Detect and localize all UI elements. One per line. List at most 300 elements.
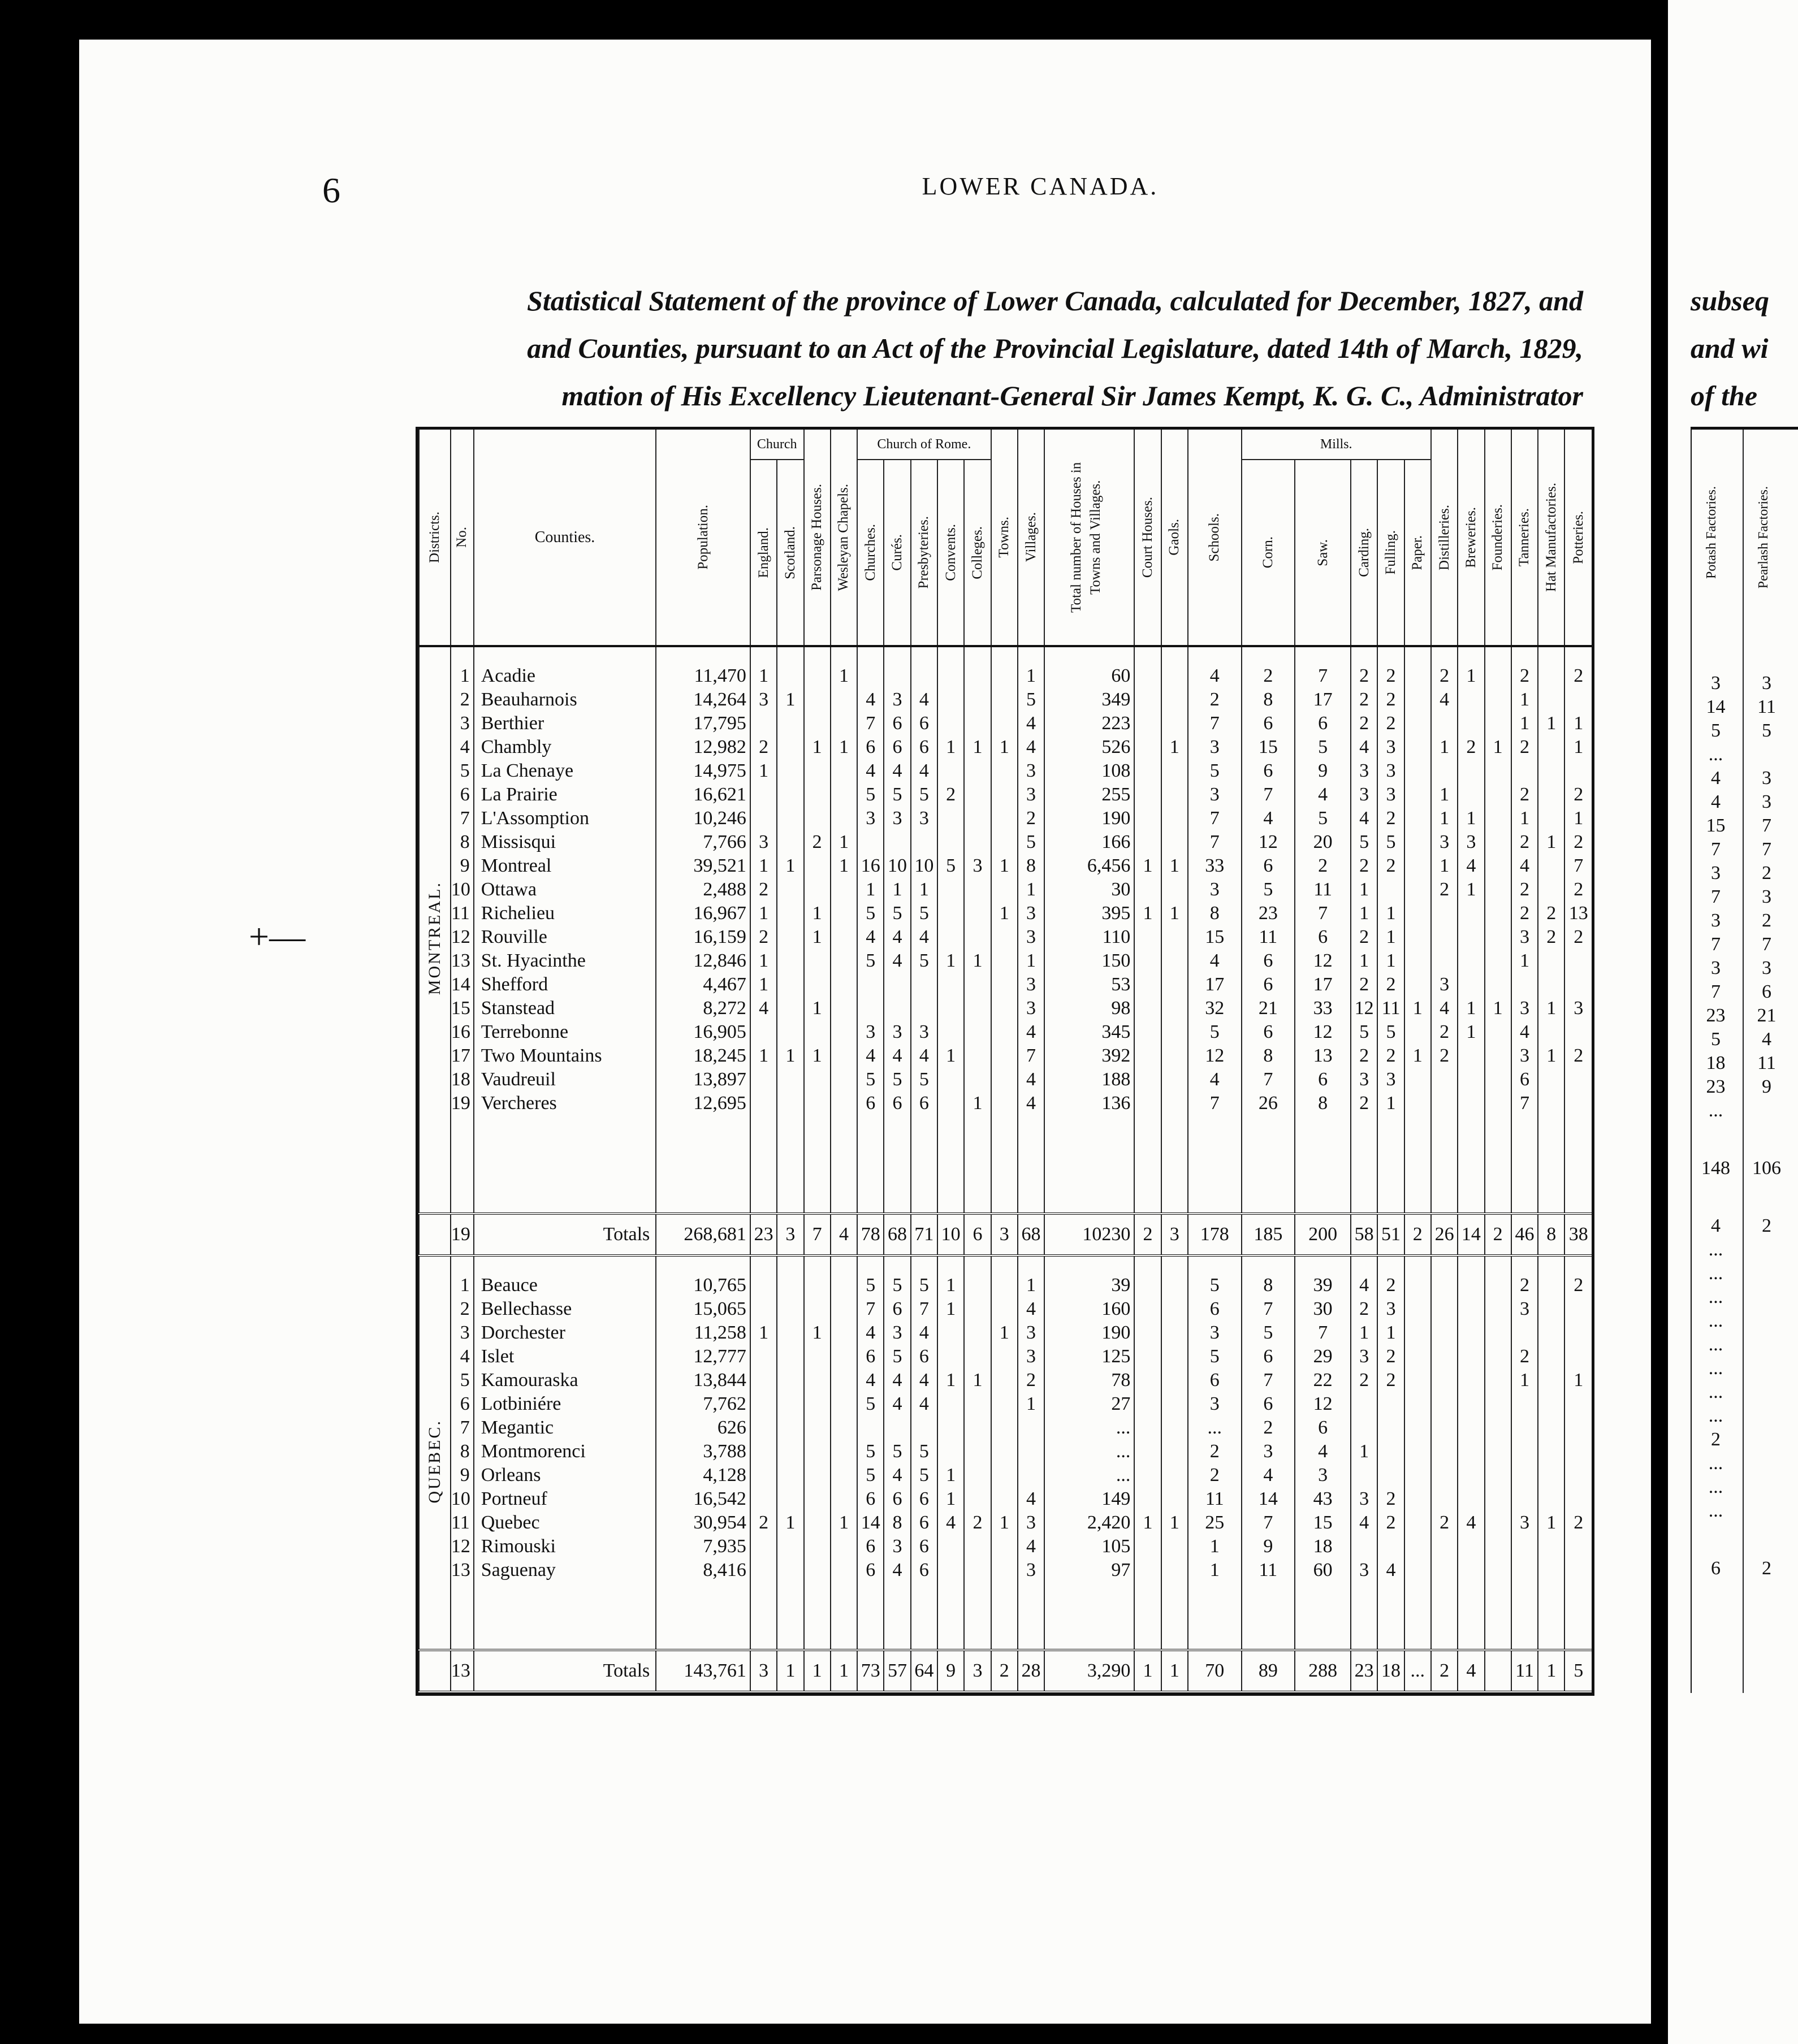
table-row-value bbox=[965, 878, 990, 902]
table-row-value: 2 bbox=[1386, 713, 1396, 734]
table-row-value: 17 bbox=[1313, 689, 1333, 710]
table-row-value: 1 bbox=[1466, 808, 1476, 829]
table-column-cell bbox=[1018, 1274, 1044, 1650]
totals-cell: 2 bbox=[1134, 1214, 1161, 1255]
table-row-value bbox=[1512, 1416, 1537, 1440]
totals-cell: 18 bbox=[1377, 1650, 1404, 1692]
table-row-value: 3 bbox=[759, 689, 769, 710]
side-table-value: 2 bbox=[1762, 1215, 1771, 1236]
table-row-value: 2 bbox=[1386, 665, 1396, 686]
table-row-value bbox=[1432, 925, 1457, 949]
table-column-cell bbox=[656, 664, 750, 1214]
table-row-value: ... bbox=[1116, 1465, 1131, 1486]
table-row-value bbox=[938, 1321, 963, 1345]
table-row-value bbox=[1162, 1020, 1187, 1044]
side-table-value: 23 bbox=[1706, 1005, 1726, 1026]
table-row-value bbox=[805, 949, 830, 973]
table-row-value: 15 bbox=[451, 998, 470, 1019]
table-row-value: 5 bbox=[1386, 832, 1396, 852]
table-row-value bbox=[831, 783, 857, 807]
header-districts: Districts. bbox=[419, 430, 451, 646]
header-potteries: Potteries. bbox=[1564, 430, 1592, 646]
table-row-value bbox=[751, 1345, 776, 1369]
side-title-line: and wi bbox=[1691, 332, 1769, 364]
table-row-value: 11 bbox=[1259, 926, 1278, 947]
table-row-value: 2 bbox=[1519, 1346, 1529, 1367]
table-row-value bbox=[1538, 1345, 1564, 1369]
side-table-value: ... bbox=[1708, 1239, 1723, 1260]
totals-cell: 64 bbox=[911, 1650, 937, 1692]
side-table-value: ... bbox=[1708, 744, 1723, 765]
table-column-cell bbox=[451, 664, 474, 1214]
table-row-value: 1 bbox=[999, 855, 1009, 876]
table-column-cell bbox=[1188, 1274, 1242, 1650]
table-row-value: 6 bbox=[919, 713, 929, 734]
table-row-value: 1 bbox=[1519, 950, 1529, 971]
table-row-value bbox=[831, 807, 857, 830]
table-row-value: 2 bbox=[1386, 1512, 1396, 1534]
table-row-value bbox=[1135, 1463, 1160, 1487]
table-row-value: 1 bbox=[973, 950, 983, 971]
side-table-value: 6 bbox=[1762, 981, 1771, 1002]
statement-title bbox=[407, 277, 1583, 419]
table-row-value: 14 bbox=[451, 974, 470, 995]
table-row-value: Chambly bbox=[481, 737, 552, 757]
table-row-value bbox=[992, 712, 1017, 735]
table-row-value bbox=[831, 878, 857, 902]
table-row-value: 16 bbox=[451, 1021, 470, 1042]
table-row-value bbox=[965, 1392, 990, 1416]
table-row-value bbox=[777, 1440, 803, 1463]
header-churches: Churches. bbox=[857, 460, 884, 646]
table-row-value bbox=[1135, 878, 1160, 902]
table-row-value bbox=[805, 1558, 830, 1582]
table-row-value bbox=[1405, 854, 1430, 878]
table-row-value bbox=[1162, 973, 1187, 997]
table-column-cell bbox=[451, 1274, 474, 1650]
table-row-value: 1 bbox=[1412, 1045, 1423, 1066]
table-row-value: 5 bbox=[919, 1275, 929, 1296]
table-row-value bbox=[1405, 807, 1430, 830]
totals-cell: 3 bbox=[964, 1650, 991, 1692]
table-row-value bbox=[777, 1321, 803, 1345]
table-row-value: 6 bbox=[919, 1093, 929, 1114]
table-row-value: 7 bbox=[1574, 855, 1584, 876]
table-row-value: 188 bbox=[1101, 1069, 1131, 1090]
table-row-value: 149 bbox=[1101, 1488, 1131, 1510]
table-row-value: Berthier bbox=[481, 713, 544, 734]
table-row-value bbox=[831, 925, 857, 949]
table-row-value bbox=[1485, 1487, 1511, 1511]
table-row-value bbox=[1162, 1297, 1187, 1321]
table-row-value: 5 bbox=[866, 950, 876, 971]
table-row-value bbox=[751, 1416, 776, 1440]
table-row-value: 3 bbox=[1026, 760, 1036, 781]
table-row-value bbox=[1565, 759, 1592, 783]
table-row-value bbox=[1432, 949, 1457, 973]
table-row-value: 5 bbox=[866, 1069, 876, 1090]
table-row-value bbox=[1458, 1416, 1484, 1440]
table-row-value: 4 bbox=[1440, 998, 1450, 1019]
table-row-value bbox=[1485, 854, 1511, 878]
table-row-value bbox=[1538, 1440, 1564, 1463]
table-row-value bbox=[1432, 1416, 1457, 1440]
table-row-value: 9 bbox=[460, 855, 470, 876]
table-row-value: 13 bbox=[1568, 903, 1588, 924]
table-row-value bbox=[777, 1297, 803, 1321]
table-row-value: 4 bbox=[866, 1045, 876, 1066]
table-row-value bbox=[1458, 1092, 1484, 1115]
table-row-value: 2 bbox=[1209, 689, 1220, 710]
table-row-value bbox=[992, 1463, 1017, 1487]
table-row-value bbox=[831, 1020, 857, 1044]
table-row-value: St. Hyacinthe bbox=[481, 950, 586, 971]
table-row-value bbox=[777, 997, 803, 1020]
table-row-value bbox=[911, 1416, 937, 1440]
table-row-value: 5 bbox=[1026, 832, 1036, 852]
side-table-value: 9 bbox=[1762, 1076, 1771, 1097]
table-row-value: 2 bbox=[1318, 855, 1328, 876]
table-row-value bbox=[858, 830, 883, 854]
table-row-value bbox=[831, 1092, 857, 1115]
side-table-value: 3 bbox=[1711, 910, 1721, 931]
table-row-value bbox=[911, 830, 937, 854]
table-column-cell bbox=[1161, 664, 1188, 1214]
table-row-value: 1 bbox=[812, 998, 822, 1019]
table-row-value bbox=[777, 902, 803, 925]
table-row-value: 2 bbox=[1519, 1275, 1529, 1296]
table-row-value bbox=[992, 878, 1017, 902]
table-row-value bbox=[1538, 1416, 1564, 1440]
table-row-value: 1 bbox=[999, 737, 1009, 757]
table-row-value bbox=[1162, 1535, 1187, 1558]
table-row-value: 1 bbox=[759, 1322, 769, 1344]
table-row-value: 1 bbox=[946, 950, 956, 971]
table-row-value bbox=[1405, 1511, 1430, 1535]
table-row-value: 6 bbox=[1318, 1417, 1328, 1439]
table-row-value: 3 bbox=[1386, 1069, 1396, 1090]
table-row-value bbox=[1485, 783, 1511, 807]
table-row-value bbox=[1538, 759, 1564, 783]
table-row-value bbox=[1135, 1068, 1160, 1092]
side-table-value: 106 bbox=[1752, 1158, 1781, 1179]
table-row-value: 7 bbox=[1318, 1322, 1328, 1344]
table-row-value bbox=[1485, 1463, 1511, 1487]
totals-cell: 200 bbox=[1295, 1214, 1351, 1255]
table-row-value bbox=[938, 1416, 963, 1440]
table-row-value bbox=[831, 1321, 857, 1345]
table-row-value: 4 bbox=[866, 1322, 876, 1344]
table-row-value: 1 bbox=[1493, 737, 1503, 757]
table-row-value bbox=[1405, 1345, 1430, 1369]
table-row-value bbox=[1405, 1092, 1430, 1115]
table-row-value: 10 bbox=[451, 1488, 470, 1510]
table-row-value bbox=[831, 1440, 857, 1463]
table-row-value bbox=[1565, 1487, 1592, 1511]
table-row-value: 1 bbox=[999, 1322, 1009, 1344]
table-row-value: 11 bbox=[451, 903, 470, 924]
table-row-value bbox=[1538, 1274, 1564, 1297]
table-row-value bbox=[1458, 783, 1484, 807]
table-column-cell bbox=[474, 1274, 656, 1650]
table-row-value: 53 bbox=[1111, 974, 1131, 995]
table-row-value: 2 bbox=[812, 832, 822, 852]
table-row-value: 17 bbox=[1205, 974, 1225, 995]
table-column-cell bbox=[1458, 664, 1484, 1214]
table-row-value bbox=[1565, 1092, 1592, 1115]
table-row-value: 16 bbox=[861, 855, 880, 876]
side-table-value: ... bbox=[1708, 1334, 1723, 1355]
totals-cell: ... bbox=[1404, 1650, 1431, 1692]
side-table-value: ... bbox=[1708, 1453, 1723, 1474]
table-row-value bbox=[805, 688, 830, 712]
table-row-value bbox=[1135, 1044, 1160, 1068]
table-row-value: 4 bbox=[1026, 1298, 1036, 1320]
table-row-value: Quebec bbox=[481, 1512, 540, 1534]
totals-cell: 68 bbox=[1018, 1214, 1044, 1255]
table-row-value: 5 bbox=[866, 1441, 876, 1462]
table-row-value: 1 bbox=[1519, 689, 1529, 710]
table-row-value: 5 bbox=[1386, 1021, 1396, 1042]
table-row-value: 1 bbox=[812, 737, 822, 757]
table-row-value: ... bbox=[1116, 1441, 1131, 1462]
table-row-value bbox=[965, 1463, 990, 1487]
table-row-value bbox=[805, 1020, 830, 1044]
table-row-value: 2 bbox=[1519, 665, 1529, 686]
totals-cell: 46 bbox=[1511, 1214, 1538, 1255]
table-row-value bbox=[938, 1068, 963, 1092]
table-column-cell bbox=[1161, 1274, 1188, 1650]
table-row-value bbox=[831, 902, 857, 925]
table-row-value: Beauce bbox=[481, 1275, 538, 1296]
table-row-value: 5 bbox=[919, 1441, 929, 1462]
table-row-value bbox=[751, 1274, 776, 1297]
table-row-value: 5 bbox=[919, 1465, 929, 1486]
table-row-value: 7 bbox=[1209, 808, 1220, 829]
table-row-value: 1 bbox=[759, 974, 769, 995]
table-row-value: 2 bbox=[1466, 737, 1476, 757]
table-row-value bbox=[1162, 1274, 1187, 1297]
header-founderies: Founderies. bbox=[1485, 430, 1511, 646]
header-tanneries: Tanneries. bbox=[1511, 430, 1538, 646]
table-row-value bbox=[777, 735, 803, 759]
table-row-value: 8 bbox=[1026, 855, 1036, 876]
table-row-value: 16,905 bbox=[693, 1021, 746, 1042]
table-row-value: 150 bbox=[1101, 950, 1131, 971]
table-column-cell bbox=[1404, 1274, 1431, 1650]
table-row-value bbox=[1432, 1535, 1457, 1558]
table-row-value bbox=[831, 1068, 857, 1092]
table-row-value bbox=[1538, 1297, 1564, 1321]
table-row-value: 2 bbox=[1359, 1370, 1369, 1391]
side-table-value: 11 bbox=[1757, 1053, 1776, 1073]
table-row-value bbox=[777, 1392, 803, 1416]
table-row-value: 32 bbox=[1205, 998, 1225, 1019]
table-row-value: 5 bbox=[866, 1465, 876, 1486]
table-row-value: 5 bbox=[866, 1275, 876, 1296]
table-column-cell bbox=[991, 1274, 1018, 1650]
table-row-value: 1 bbox=[1466, 998, 1476, 1019]
table-column-cell bbox=[777, 664, 803, 1214]
table-row-value: 7 bbox=[1318, 665, 1328, 686]
table-row-value bbox=[1458, 902, 1484, 925]
table-row-value: 1 bbox=[1143, 855, 1153, 876]
table-column-cell bbox=[911, 664, 937, 1214]
table-row-value: 10 bbox=[451, 879, 470, 900]
table-row-value: 6 bbox=[866, 1560, 876, 1581]
table-row-value: 4 bbox=[892, 760, 902, 781]
table-row-value: 12 bbox=[1205, 1045, 1225, 1066]
side-table-value: 2 bbox=[1762, 910, 1771, 931]
table-row-value bbox=[805, 854, 830, 878]
table-row-value bbox=[965, 973, 990, 997]
table-row-value: 6 bbox=[1263, 1346, 1273, 1367]
totals-cell: Totals bbox=[474, 1650, 656, 1692]
table-row-value bbox=[992, 830, 1017, 854]
table-row-value bbox=[1458, 973, 1484, 997]
table-row-value: 16,621 bbox=[693, 784, 746, 805]
table-row-value: Vaudreuil bbox=[481, 1069, 556, 1090]
table-row-value: 1 bbox=[1574, 737, 1584, 757]
table-row-value: 255 bbox=[1101, 784, 1131, 805]
table-row-value bbox=[992, 664, 1017, 688]
table-row-value: 1 bbox=[1386, 1322, 1396, 1344]
totals-cell: 1 bbox=[831, 1650, 857, 1692]
table-row-value: 2 bbox=[1574, 832, 1584, 852]
table-row-value bbox=[1162, 997, 1187, 1020]
table-row-value: 1 bbox=[812, 1322, 822, 1344]
table-row-value: 7 bbox=[866, 713, 876, 734]
table-row-value bbox=[1351, 1416, 1377, 1440]
table-row-value bbox=[992, 1558, 1017, 1582]
table-row-value: 349 bbox=[1101, 689, 1131, 710]
table-row-value bbox=[1135, 1297, 1160, 1321]
table-row-value bbox=[751, 783, 776, 807]
table-row-value: 4,467 bbox=[703, 974, 746, 995]
table-row-value: 6,456 bbox=[1087, 855, 1131, 876]
table-row-value bbox=[1538, 1321, 1564, 1345]
table-row-value bbox=[965, 759, 990, 783]
table-row-value: 2 bbox=[759, 926, 769, 947]
table-row-value: 1 bbox=[1386, 1093, 1396, 1114]
table-row-value bbox=[938, 925, 963, 949]
table-row-value bbox=[965, 902, 990, 925]
table-row-value: 7 bbox=[1263, 1298, 1273, 1320]
table-row-value: 15 bbox=[1205, 926, 1225, 947]
table-row-value: 18 bbox=[1313, 1536, 1333, 1557]
table-row-value: 11 bbox=[1313, 879, 1332, 900]
table-row-value bbox=[1135, 807, 1160, 830]
table-row-value: 6 bbox=[892, 1298, 902, 1320]
table-row-value bbox=[1018, 1440, 1044, 1463]
table-row-value bbox=[1135, 830, 1160, 854]
table-column-cell bbox=[991, 664, 1018, 1214]
table-row-value: 1 bbox=[785, 855, 796, 876]
table-row-value bbox=[805, 1369, 830, 1392]
table-row-value: 4 bbox=[866, 1370, 876, 1391]
table-row-value bbox=[1538, 688, 1564, 712]
table-row-value: 1 bbox=[946, 737, 956, 757]
table-row-value: 2 bbox=[759, 1512, 769, 1534]
table-row-value: 1 bbox=[1519, 713, 1529, 734]
table-row-value: 1 bbox=[1026, 1275, 1036, 1296]
table-row-value: 6 bbox=[1263, 950, 1273, 971]
table-row-value: 15 bbox=[1313, 1512, 1333, 1534]
table-row-value: 10 bbox=[888, 855, 907, 876]
table-row-value: 345 bbox=[1101, 1021, 1131, 1042]
table-row-value: Saguenay bbox=[481, 1560, 556, 1581]
table-row-value: 5 bbox=[1263, 1322, 1273, 1344]
table-row-value: Islet bbox=[481, 1346, 515, 1367]
table-row-value bbox=[1485, 1345, 1511, 1369]
table-row-value bbox=[965, 1440, 990, 1463]
table-row-value: 6 bbox=[460, 1393, 470, 1415]
header-carding: Carding. bbox=[1351, 460, 1377, 646]
table-row-value bbox=[938, 1558, 963, 1582]
table-row-value: 4 bbox=[1359, 1275, 1369, 1296]
table-row-value: 3 bbox=[1386, 1298, 1396, 1320]
table-row-value bbox=[805, 1345, 830, 1369]
table-column-cell bbox=[1564, 1274, 1592, 1650]
totals-cell: 9 bbox=[937, 1650, 964, 1692]
table-row-value bbox=[805, 783, 830, 807]
table-row-value bbox=[805, 973, 830, 997]
header-parsonage: Parsonage Houses. bbox=[804, 430, 831, 646]
table-row-value bbox=[805, 712, 830, 735]
table-row-value bbox=[992, 1297, 1017, 1321]
table-row-value bbox=[1432, 1440, 1457, 1463]
table-row-value: ... bbox=[1116, 1417, 1131, 1439]
table-row-value: 1 bbox=[973, 737, 983, 757]
table-row-value: Two Mountains bbox=[481, 1045, 602, 1066]
table-row-value bbox=[938, 878, 963, 902]
table-column-cell bbox=[1404, 664, 1431, 1214]
side-table-value: ... bbox=[1708, 1476, 1723, 1497]
table-row-value bbox=[1378, 1416, 1403, 1440]
table-row-value: 1 bbox=[1546, 1512, 1557, 1534]
totals-row bbox=[419, 1650, 1592, 1692]
side-table-value: ... bbox=[1708, 1382, 1723, 1402]
table-row-value bbox=[1512, 759, 1537, 783]
table-row-value bbox=[831, 949, 857, 973]
table-row-value: 10,765 bbox=[693, 1275, 746, 1296]
table-row-value: 2 bbox=[1386, 855, 1396, 876]
table-row-value: Dorchester bbox=[481, 1322, 565, 1344]
table-row-value: 21 bbox=[1258, 998, 1278, 1019]
table-row-value bbox=[777, 1463, 803, 1487]
table-row-value: 4 bbox=[1026, 737, 1036, 757]
table-row-value: 2 bbox=[1440, 1045, 1450, 1066]
table-row-value: 5 bbox=[1209, 760, 1220, 781]
table-column-cell bbox=[1511, 664, 1538, 1214]
table-row-value: Richelieu bbox=[481, 903, 555, 924]
table-row-value: 4 bbox=[1359, 737, 1369, 757]
table-row-value: 3 bbox=[1359, 784, 1369, 805]
table-row-value bbox=[1538, 1369, 1564, 1392]
table-row-value: 2 bbox=[1026, 808, 1036, 829]
table-row-value bbox=[805, 1092, 830, 1115]
table-row-value: 105 bbox=[1101, 1536, 1131, 1557]
table-row-value: 5 bbox=[892, 903, 902, 924]
table-column-cell bbox=[656, 1274, 750, 1650]
totals-district-cell bbox=[419, 1214, 451, 1255]
table-row-value: 3 bbox=[1359, 1069, 1369, 1090]
table-row-value: 3 bbox=[1026, 1560, 1036, 1581]
table-row-value bbox=[938, 973, 963, 997]
table-row-value bbox=[777, 1535, 803, 1558]
table-row-value bbox=[831, 1274, 857, 1297]
totals-cell bbox=[1485, 1650, 1511, 1692]
